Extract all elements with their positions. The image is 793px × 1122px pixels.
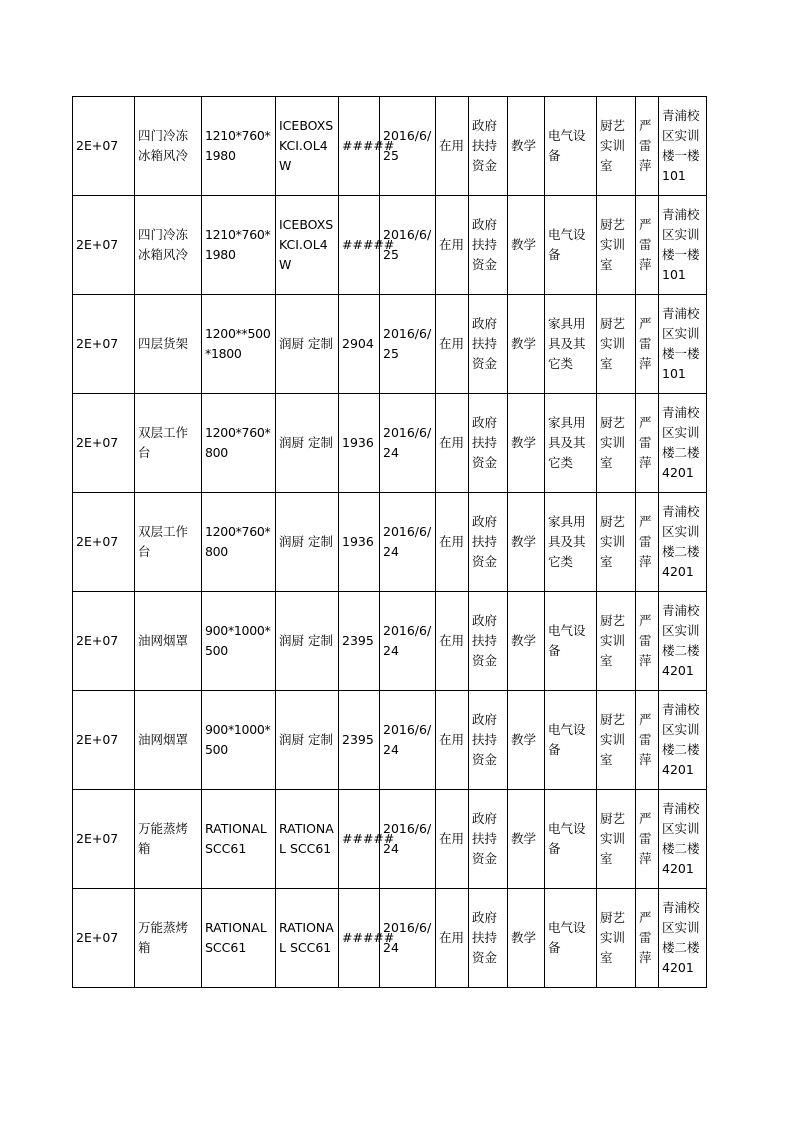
asset-code: 2E+07	[73, 295, 135, 394]
asset-spec: 1210*760*1980	[202, 196, 276, 295]
purchase-date: 2016/6/25	[380, 97, 436, 196]
table-row	[73, 493, 707, 592]
asset-category: 电气设备	[545, 889, 597, 988]
asset-spec: RATIONAL SCC61	[202, 889, 276, 988]
department: 厨艺实训室	[597, 97, 636, 196]
asset-model: 润厨 定制	[276, 493, 339, 592]
location: 青浦校区实训楼一楼101	[659, 196, 707, 295]
asset-price: 2395	[339, 592, 380, 691]
asset-status: 在用	[436, 295, 469, 394]
asset-name: 万能蒸烤箱	[135, 790, 202, 889]
table-row	[73, 790, 707, 889]
asset-spec: 1210*760*1980	[202, 97, 276, 196]
asset-name: 油网烟罩	[135, 691, 202, 790]
usage-type: 教学	[508, 790, 545, 889]
department: 厨艺实训室	[597, 493, 636, 592]
asset-price: #####	[339, 97, 380, 196]
usage-type: 教学	[508, 394, 545, 493]
keeper: 严雷萍	[636, 493, 659, 592]
table-row	[73, 889, 707, 988]
asset-code: 2E+07	[73, 196, 135, 295]
asset-name: 双层工作台	[135, 493, 202, 592]
asset-price: 2904	[339, 295, 380, 394]
asset-spec: 900*1000*500	[202, 592, 276, 691]
asset-name: 万能蒸烤箱	[135, 889, 202, 988]
asset-code: 2E+07	[73, 889, 135, 988]
department: 厨艺实训室	[597, 790, 636, 889]
asset-spec: 1200*760*800	[202, 493, 276, 592]
location: 青浦校区实训楼二楼4201	[659, 394, 707, 493]
asset-price: 1936	[339, 394, 380, 493]
asset-spec: 900*1000*500	[202, 691, 276, 790]
department: 厨艺实训室	[597, 889, 636, 988]
funding-source: 政府扶持资金	[469, 691, 508, 790]
keeper: 严雷萍	[636, 295, 659, 394]
asset-status: 在用	[436, 592, 469, 691]
asset-category: 家具用具及其它类	[545, 394, 597, 493]
keeper: 严雷萍	[636, 394, 659, 493]
keeper: 严雷萍	[636, 889, 659, 988]
usage-type: 教学	[508, 691, 545, 790]
funding-source: 政府扶持资金	[469, 97, 508, 196]
location: 青浦校区实训楼二楼4201	[659, 889, 707, 988]
department: 厨艺实训室	[597, 295, 636, 394]
asset-code: 2E+07	[73, 592, 135, 691]
asset-name: 四层货架	[135, 295, 202, 394]
asset-category: 电气设备	[545, 97, 597, 196]
funding-source: 政府扶持资金	[469, 493, 508, 592]
asset-category: 家具用具及其它类	[545, 493, 597, 592]
location: 青浦校区实训楼二楼4201	[659, 691, 707, 790]
asset-status: 在用	[436, 691, 469, 790]
location: 青浦校区实训楼一楼101	[659, 295, 707, 394]
asset-code: 2E+07	[73, 691, 135, 790]
funding-source: 政府扶持资金	[469, 394, 508, 493]
asset-spec: RATIONAL SCC61	[202, 790, 276, 889]
asset-spec: 1200*760*800	[202, 394, 276, 493]
table-row	[73, 592, 707, 691]
keeper: 严雷萍	[636, 790, 659, 889]
purchase-date: 2016/6/24	[380, 394, 436, 493]
purchase-date: 2016/6/24	[380, 493, 436, 592]
asset-model: 润厨 定制	[276, 592, 339, 691]
purchase-date: 2016/6/24	[380, 691, 436, 790]
asset-model: ICEBOXS KCI.OL4W	[276, 97, 339, 196]
asset-category: 电气设备	[545, 196, 597, 295]
keeper: 严雷萍	[636, 97, 659, 196]
keeper: 严雷萍	[636, 196, 659, 295]
keeper: 严雷萍	[636, 691, 659, 790]
department: 厨艺实训室	[597, 691, 636, 790]
funding-source: 政府扶持资金	[469, 790, 508, 889]
table-row	[73, 196, 707, 295]
purchase-date: 2016/6/24	[380, 592, 436, 691]
asset-spec: 1200**500*1800	[202, 295, 276, 394]
asset-model: RATIONAL SCC61	[276, 790, 339, 889]
asset-code: 2E+07	[73, 394, 135, 493]
asset-name: 四门冷冻冰箱风冷	[135, 196, 202, 295]
purchase-date: 2016/6/25	[380, 295, 436, 394]
table-row	[73, 394, 707, 493]
asset-status: 在用	[436, 889, 469, 988]
funding-source: 政府扶持资金	[469, 592, 508, 691]
usage-type: 教学	[508, 493, 545, 592]
location: 青浦校区实训楼二楼4201	[659, 493, 707, 592]
location: 青浦校区实训楼二楼4201	[659, 790, 707, 889]
asset-model: RATIONAL SCC61	[276, 889, 339, 988]
purchase-date: 2016/6/24	[380, 790, 436, 889]
asset-table-body	[73, 97, 707, 988]
usage-type: 教学	[508, 889, 545, 988]
asset-category: 电气设备	[545, 691, 597, 790]
asset-category: 电气设备	[545, 592, 597, 691]
purchase-date: 2016/6/25	[380, 196, 436, 295]
asset-name: 双层工作台	[135, 394, 202, 493]
usage-type: 教学	[508, 295, 545, 394]
asset-model: 润厨 定制	[276, 394, 339, 493]
usage-type: 教学	[508, 97, 545, 196]
purchase-date: 2016/6/24	[380, 889, 436, 988]
asset-name: 油网烟罩	[135, 592, 202, 691]
location: 青浦校区实训楼二楼4201	[659, 592, 707, 691]
usage-type: 教学	[508, 592, 545, 691]
asset-code: 2E+07	[73, 97, 135, 196]
usage-type: 教学	[508, 196, 545, 295]
asset-name: 四门冷冻冰箱风冷	[135, 97, 202, 196]
location: 青浦校区实训楼一楼101	[659, 97, 707, 196]
asset-model: 润厨 定制	[276, 295, 339, 394]
asset-code: 2E+07	[73, 493, 135, 592]
table-row	[73, 97, 707, 196]
asset-code: 2E+07	[73, 790, 135, 889]
asset-model: 润厨 定制	[276, 691, 339, 790]
asset-price: #####	[339, 790, 380, 889]
asset-model: ICEBOXS KCI.OL4W	[276, 196, 339, 295]
asset-status: 在用	[436, 790, 469, 889]
asset-price: 1936	[339, 493, 380, 592]
asset-price: 2395	[339, 691, 380, 790]
funding-source: 政府扶持资金	[469, 295, 508, 394]
asset-price: #####	[339, 889, 380, 988]
funding-source: 政府扶持资金	[469, 196, 508, 295]
asset-status: 在用	[436, 493, 469, 592]
asset-price: #####	[339, 196, 380, 295]
asset-status: 在用	[436, 394, 469, 493]
department: 厨艺实训室	[597, 394, 636, 493]
asset-status: 在用	[436, 196, 469, 295]
funding-source: 政府扶持资金	[469, 889, 508, 988]
keeper: 严雷萍	[636, 592, 659, 691]
asset-category: 家具用具及其它类	[545, 295, 597, 394]
department: 厨艺实训室	[597, 196, 636, 295]
asset-status: 在用	[436, 97, 469, 196]
asset-table	[72, 96, 707, 988]
table-row	[73, 691, 707, 790]
asset-category: 电气设备	[545, 790, 597, 889]
department: 厨艺实训室	[597, 592, 636, 691]
table-row	[73, 295, 707, 394]
